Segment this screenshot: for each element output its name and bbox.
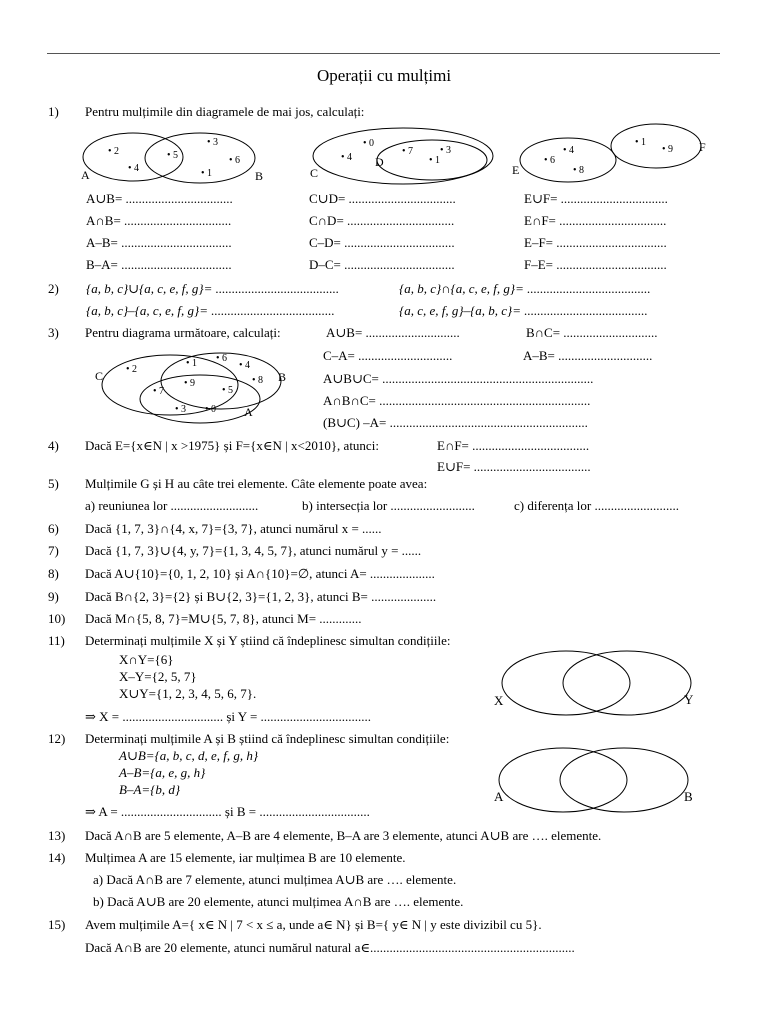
- problem-8-text: Dacă A∪{10}={0, 1, 2, 10} și A∩{10}=∅, atunci A= ....................: [85, 566, 435, 581]
- set-element: • 9: [184, 378, 196, 389]
- set-element: • 6: [544, 155, 556, 166]
- problem-6-number: 6): [48, 521, 59, 536]
- p12-cond1: A∪B={a, b, c, d, e, f, g, h}: [119, 748, 259, 763]
- set-element: • 4: [128, 163, 140, 174]
- set-element: • 4: [341, 152, 353, 163]
- p4-q1: E∩F= ....................................: [437, 438, 590, 453]
- problem-6-text: Dacă {1, 7, 3}∩{4, x, 7}={3, 7}, atunci numărul x = ......: [85, 521, 382, 536]
- p3-q6: A∩B∩C= .................................................................: [323, 393, 591, 408]
- label-x: X: [494, 693, 504, 708]
- problem-15-text2: Dacă A∩B are 20 elemente, atunci numărul natural a∈...............................................................: [85, 940, 575, 955]
- problem-2-number: 2): [48, 281, 59, 296]
- p11-answer: ⇒ X = ............................... și Y = ..................................: [85, 709, 372, 724]
- p3-q3: C–A= .............................: [323, 348, 453, 363]
- label-d: D: [375, 155, 384, 169]
- p1-col3-row3: E–F= ..................................: [524, 235, 667, 250]
- label-a12: A: [494, 789, 504, 804]
- p12-answer: ⇒ A = ............................... și B = ..................................: [85, 804, 370, 819]
- problem-5-number: 5): [48, 476, 59, 491]
- set-element: • 2: [126, 364, 138, 375]
- set-a3-ellipse: [140, 375, 260, 423]
- problem-12-text: Determinați mulțimile A și B știind că îndeplinesc simultan condițiile:: [85, 731, 450, 746]
- problem-10-number: 10): [48, 611, 66, 626]
- p2-union: {a, b, c}∪{a, c, e, f, g}= ......................................: [86, 281, 340, 296]
- p3-q7: (B∪C) –A= .............................................................: [323, 415, 588, 430]
- label-c3: C: [95, 369, 104, 383]
- p14-a: a) Dacă A∩B are 7 elemente, atunci mulțimea A∪B are …. elemente.: [93, 872, 457, 887]
- p1-col2-row1: C∪D= .................................: [309, 191, 456, 206]
- set-element: • 7: [402, 146, 414, 157]
- p1-col2-row2: C∩D= .................................: [309, 213, 455, 228]
- label-b12: B: [684, 789, 693, 804]
- problem-9-number: 9): [48, 589, 59, 604]
- problem-12-number: 12): [48, 731, 66, 746]
- p5-a: a) reuniunea lor ...........................: [85, 498, 259, 513]
- problem-15-text: Avem mulțimile A={ x∈ N | 7 < x ≤ a, unde a∈ N} și B={ y∈ N | y este divizibil cu 5}.: [85, 917, 542, 932]
- label-c: C: [310, 166, 319, 180]
- p1-col3-row2: E∩F= .................................: [524, 213, 667, 228]
- set-x-ellipse: [502, 651, 630, 715]
- p1-col1-row3: A–B= ..................................: [86, 235, 232, 250]
- p11-cond2: X–Y={2, 5, 7}: [119, 669, 197, 684]
- label-a3: A: [244, 405, 253, 419]
- set-y-ellipse: [563, 651, 691, 715]
- problem-1-text: Pentru mulțimile din diagramele de mai jos, calculați:: [85, 104, 365, 119]
- problem-3-number: 3): [48, 325, 59, 340]
- set-element: • 5: [167, 150, 179, 161]
- problem-15-number: 15): [48, 917, 66, 932]
- problem-1-number: 1): [48, 104, 59, 119]
- set-element: • 0: [363, 138, 375, 149]
- p3-q5: A∪B∪C= .................................................................: [323, 371, 594, 386]
- p1-col1-row1: A∪B= .................................: [86, 191, 233, 206]
- label-e: E: [512, 163, 520, 177]
- p11-cond3: X∪Y={1, 2, 3, 4, 5, 6, 7}.: [119, 686, 257, 701]
- p5-c: c) diferența lor ..........................: [514, 498, 679, 513]
- set-element: • 0: [205, 404, 217, 415]
- set-element: • 8: [252, 375, 264, 386]
- problem-3-text: Pentru diagrama următoare, calculați:: [85, 325, 281, 340]
- set-f-ellipse: [611, 124, 701, 168]
- set-element: • 9: [662, 144, 674, 155]
- p4-q2: E∪F= ....................................: [437, 459, 591, 474]
- p2-diff1: {a, b, c}–{a, c, e, f, g}= ......................................: [86, 303, 335, 318]
- set-element: • 1: [429, 155, 441, 166]
- set-element: • 1: [201, 168, 213, 179]
- p3-q2: B∩C= .............................: [526, 325, 658, 340]
- set-element: • 3: [175, 404, 187, 415]
- set-element: • 6: [229, 155, 241, 166]
- label-f: F: [699, 140, 706, 154]
- problem-14-text: Mulțimea A are 15 elemente, iar mulțimea B are 10 elemente.: [85, 850, 406, 865]
- page-title: Operații cu mulțimi: [316, 66, 452, 85]
- problem-13-text: Dacă A∩B are 5 elemente, A–B are 4 elemente, B–A are 3 elemente, atunci A∪B are …. elemente.: [85, 828, 602, 843]
- set-element: • 6: [216, 353, 228, 364]
- p1-col3-row1: E∪F= .................................: [524, 191, 668, 206]
- set-element: • 5: [222, 385, 234, 396]
- problem-7-text: Dacă {1, 7, 3}∪{4, y, 7}={1, 3, 4, 5, 7}, atunci numărul y = ......: [85, 543, 422, 558]
- set-element: • 3: [440, 145, 452, 156]
- label-b3: B: [278, 370, 287, 384]
- p1-col2-row4: D–C= ..................................: [309, 257, 455, 272]
- p2-intersection: {a, b, c}∩{a, c, e, f, g}= ......................................: [399, 281, 651, 296]
- p3-q1: A∪B= .............................: [326, 325, 460, 340]
- p14-b: b) Dacă A∪B are 20 elemente, atunci mulțimea A∩B are …. elemente.: [93, 894, 464, 909]
- p1-col3-row4: F–E= ..................................: [524, 257, 667, 272]
- p5-b: b) intersecția lor ..........................: [302, 498, 475, 513]
- set-element: • 1: [186, 358, 198, 369]
- problem-5-text: Mulțimile G și H au câte trei elemente. Câte elemente poate avea:: [85, 476, 428, 491]
- p12-cond3: B–A={b, d}: [119, 782, 181, 797]
- set-a12-ellipse: [499, 748, 627, 812]
- problem-4-number: 4): [48, 438, 59, 453]
- set-element: • 8: [573, 165, 585, 176]
- label-a: A: [81, 168, 90, 182]
- label-y: Y: [684, 692, 694, 707]
- set-element: • 1: [635, 137, 647, 148]
- set-element: • 7: [153, 386, 165, 397]
- p3-q4: A–B= .............................: [523, 348, 653, 363]
- problem-9-text: Dacă B∩{2, 3}={2} și B∪{2, 3}={1, 2, 3}, atunci B= ....................: [85, 589, 437, 604]
- problem-13-number: 13): [48, 828, 66, 843]
- set-c3-ellipse: [102, 355, 238, 415]
- problem-10-text: Dacă M∩{5, 8, 7}=M∪{5, 7, 8}, atunci M= .............: [85, 611, 362, 626]
- set-element: • 3: [207, 137, 219, 148]
- problem-11-text: Determinați mulțimile X și Y știind că îndeplinesc simultan condițiile:: [85, 633, 451, 648]
- p11-cond1: X∩Y={6}: [119, 652, 174, 667]
- p1-col1-row4: B–A= ..................................: [86, 257, 232, 272]
- problem-4-text: Dacă E={x∈N | x >1975} și F={x∈N | x<2010}, atunci:: [85, 438, 379, 453]
- set-element: • 4: [563, 145, 575, 156]
- p2-diff2: {a, c, e, f, g}–{a, b, c}= ......................................: [399, 303, 648, 318]
- set-b12-ellipse: [560, 748, 688, 812]
- problem-14-number: 14): [48, 850, 66, 865]
- problem-7-number: 7): [48, 543, 59, 558]
- p1-col2-row3: C–D= ..................................: [309, 235, 455, 250]
- p1-col1-row2: A∩B= .................................: [86, 213, 232, 228]
- p12-cond2: A–B={a, e, g, h}: [119, 765, 206, 780]
- set-element: • 2: [108, 146, 120, 157]
- problem-11-number: 11): [48, 633, 65, 648]
- label-b: B: [255, 169, 264, 183]
- set-element: • 4: [239, 360, 251, 371]
- problem-8-number: 8): [48, 566, 59, 581]
